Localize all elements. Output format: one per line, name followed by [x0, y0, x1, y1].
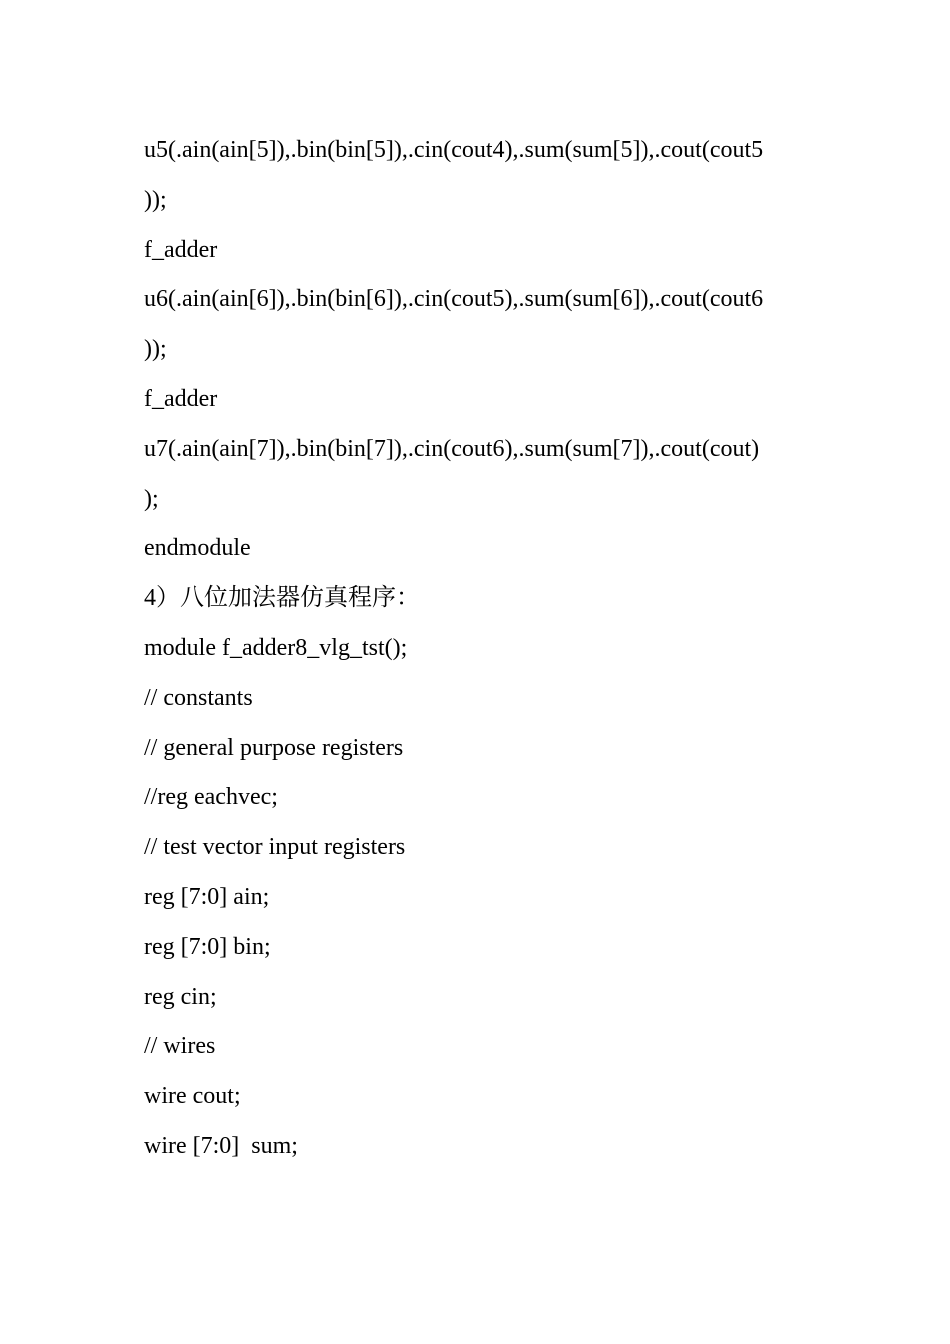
code-line: ));: [144, 336, 167, 363]
code-line: reg [7:0] ain;: [144, 883, 270, 910]
code-line: );: [144, 485, 159, 512]
code-listing: [144, 126, 824, 1172]
code-comment: // wires: [144, 1033, 216, 1060]
section-heading: 4）八位加法器仿真程序：: [144, 585, 420, 612]
code-line: reg [7:0] bin;: [144, 933, 271, 960]
code-line: u6(.ain(ain[6]),.bin(bin[6]),.cin(cout5),.sum(sum[6]),.cout(cout6: [144, 286, 764, 313]
code-line: ));: [144, 186, 167, 213]
code-line: endmodule: [144, 535, 251, 562]
code-comment: // constants: [144, 684, 253, 711]
code-comment: //reg eachvec;: [144, 784, 278, 811]
code-line: reg cin;: [144, 983, 217, 1010]
code-comment: // test vector input registers: [144, 834, 406, 861]
code-comment: // general purpose registers: [144, 734, 404, 761]
code-line: f_adder: [144, 385, 218, 412]
code-line: u7(.ain(ain[7]),.bin(bin[7]),.cin(cout6),.sum(sum[7]),.cout(cout): [144, 435, 760, 462]
code-line: module f_adder8_vlg_tst();: [144, 634, 408, 661]
code-line: wire [7:0] sum;: [144, 1132, 298, 1159]
code-line: wire cout;: [144, 1083, 241, 1110]
code-line: u5(.ain(ain[5]),.bin(bin[5]),.cin(cout4),.sum(sum[5]),.cout(cout5: [144, 137, 764, 163]
code-line: f_adder: [144, 236, 218, 263]
